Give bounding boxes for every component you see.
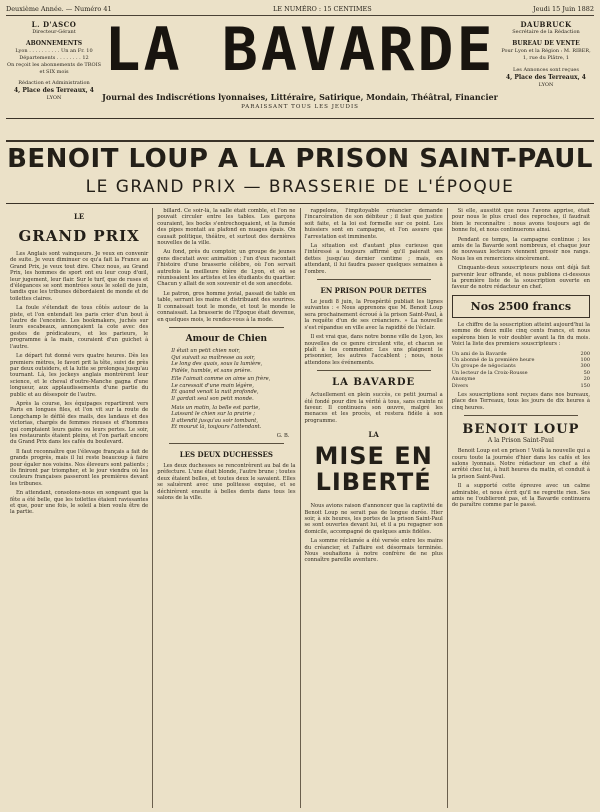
director-name: L. D'ASCO (31, 20, 77, 29)
sales-label: BUREAU DE VENTE (512, 40, 580, 48)
grand-prix-title: GRAND PRIX (18, 227, 140, 245)
subscription-title: Nos 2500 francs (470, 299, 572, 313)
article-text: Actuellement en plein succès, ce petit journal a été fondé pour dire la vérité à tous, sans crainte ni faveur. Il continuera son œuvre, malgré les menaces et les procès, et restera fidèle à son programme. (304, 392, 443, 424)
header-rule (6, 118, 594, 119)
frequency-note: PARAISSANT TOUS LES JEUDIS (241, 104, 359, 110)
article-text: Il est vrai que, dans notre bonne ville de Lyon, les nouvelles de ce genre circulent vite, et chacun se plaît à les commenter. Les uns plaignent le prisonnier, les autres l'accablent ; nous, nous attendons les événements. (304, 334, 443, 366)
bavarde-section-title: LA BAVARDE (332, 377, 416, 389)
sales-box (498, 20, 594, 114)
article-text: La situation est d'autant plus curieuse que l'intéressé a toujours affirmé qu'il paierait ses dettes jusqu'au dernier centime ; mais, en attendant, il lui faudra passer quelques semaines à l'ombre. (304, 243, 443, 275)
article-text: Les deux duchesses se rencontrèrent au bal de la préfecture. L'une était blonde, l'autre brune ; toutes deux étaient belles, et toutes deux le savaient. Elles se saluèrent avec une politesse exquise, et se déchirèrent ensuite à belles dents dans tous les salons de la ville. (157, 463, 296, 502)
article-text: Pendant ce temps, la campagne continue ; les amis de la Bavarde sont nombreux, et chaque jour de nouveaux lecteurs viennent grossir nos rangs. Nous les en remercions sincèrement. (451, 236, 590, 262)
subscription-line: On reçoit les abonnements de TROIS et SIX mois (6, 61, 101, 75)
article-text: Le chiffre de la souscription atteint aujourd'hui la somme de deux mille cinq cents francs, et nous espérons bien le voir doubler avant la fin du mois. Voici la liste des premiers souscripteurs : (451, 321, 590, 348)
edition-number: Deuxième Année. — Numéro 41 (6, 5, 112, 13)
section-divider (317, 370, 431, 371)
subscriber-row: Divers 150 (451, 382, 590, 389)
article-text: Cinquante-deux souscripteurs nous ont déjà fait parvenir leur offrande, et nous publions ci-dessous la première liste de la souscription ouverte en faveur de notre rédacteur en chef. (451, 265, 590, 291)
subscription-line: Lyon . . . . . . . . . . Un an Fr. 10 (15, 48, 93, 55)
sales-line: 1, rue du Plâtre, 1 (522, 55, 570, 62)
publisher-box (6, 20, 102, 114)
article-text: Si elle, aussitôt que nous l'avons apprise, était pour nous le plus cruel des reproches, il faudrait bien le reconnaître : nous avons toujours agi de bonne foi, et nous continuerons ainsi. (451, 208, 590, 234)
article-text: Au fond, près du comptoir, un groupe de jeunes gens discutait avec animation ; l'un d'eux racontait l'histoire d'une brasserie célèbre, où l'on servait autrefois la meilleure bière de Lyon, et où se réunissaient les artistes et les étudiants du quartier. Chacun y allait de son souvenir et de son anecdote. (157, 249, 296, 288)
tagline: Journal des Indiscrétions lyonnaises, Littéraire, Satirique, Mondain, Théâtral, Financier (102, 92, 498, 102)
masthead (104, 12, 496, 92)
poem-signature: G. B. (276, 433, 290, 440)
poem-verse: Elle l'aimait comme on aime un frère, Le caressait d'une main légère, Et quand venait la nuit profonde, Il gardait seul son petit monde. (171, 376, 271, 403)
article-text: Nous avions raison d'annoncer que la captivité de Benoit Loup ne serait pas de longue durée. Hier soir, à six heures, les portes de la prison Saint-Paul se sont ouvertes devant lui, et il a pu regagner son domicile, accompagné de quelques amis fidèles. (304, 503, 443, 535)
deux-duchesses-title: LES DEUX DUCHESSES (179, 450, 273, 460)
poem-verse: Il était un petit chien noir, Qui suivait sa maîtresse au soir, Le long des quais, sous la lumière, Fidèle, humble, et sans prière. (171, 347, 263, 374)
section-divider (169, 327, 283, 328)
subscriber-row: Un groupe de négociants 300 (451, 363, 590, 370)
article-text: billard. Ce soir-là, la salle était comble, et l'on ne pouvait circuler entre les tables. Les garçons couraient, les bocks s'entrechoquaient, et la fumée des pipes montait au plafond en nuages épais. On causait politique, théâtre, et surtout des dernières nouvelles de la ville. (157, 208, 296, 247)
article-text: Les souscriptions sont reçues dans nos bureaux, place des Terreaux, tous les jours de dix heures à cinq heures. (451, 391, 590, 411)
main-headline: BENOIT LOUP A LA PRISON SAINT-PAUL (7, 144, 593, 174)
column-3 (301, 208, 448, 808)
subscription-box (452, 295, 590, 318)
ads-address: 4, Place des Terreaux, 4 (506, 73, 586, 81)
article-columns (6, 208, 594, 808)
secretary-name: DAUBRUCK (520, 20, 572, 29)
prison-title: EN PRISON POUR DETTES (320, 286, 427, 296)
amour-de-chien-title: Amour de Chien (185, 333, 268, 344)
issue-price: LE NUMÉRO : 15 CENTIMES (272, 5, 372, 13)
article-text: Il faut reconnaître que l'élevage français a fait de grands progrès, mais il lui reste beaucoup à faire pour égaler nos voisins. Nos éleveurs sont patients ; ils finiront par triompher, et le jour viendra où les couleurs françaises passeront les premières devant les tribunes. (10, 448, 149, 487)
article-text: Le jeudi 8 juin, la Prospérité publiait les lignes suivantes : « Nous apprenons que M. Benoit Loup sera prochainement écroué à la prison Saint-Paul, à la requête d'un de ses créanciers. » La nouvelle s'est répandue en ville avec la rapidité de l'éclair. (304, 299, 443, 331)
article-text: Il a supporté cette épreuve avec un calme admirable, et nous écrit qu'il ne regrette rien. Ses amis ne l'oublieront pas, et la Bavarde continuera de paraître comme par le passé. (451, 483, 590, 509)
column-1 (6, 208, 153, 808)
article-text: Benoit Loup est en prison ! Voilà la nouvelle qui a couru toute la journée d'hier dans les cafés et les salons lyonnais. Notre rédacteur en chef a été arrêté chez lui, à huit heures du matin, et conduit à la prison Saint-Paul. (451, 448, 590, 480)
issue-date: Jeudi 15 Juin 1882 (533, 5, 594, 13)
secretary-role: Secrétaire de la Rédaction (512, 29, 580, 36)
article-text: Le départ fut donné vers quatre heures. Dès les premiers mètres, le favori prit la tête, suivi de près par deux outsiders, et la lutte se prolongea jusqu'au tournant. Là, les jockeys anglais montrèrent leur science, et le cheval d'outre-Manche gagna d'une longueur, aux applaudissements d'une partie du public et au désespoir de l'autre. (10, 353, 149, 398)
subscriber-row: Un ami de la Bavarde 200 (451, 350, 590, 357)
ads-label: Les Annonces sont reçues (513, 66, 579, 73)
mise-en-liberte-title: MISE EN LIBERTÉ (314, 442, 433, 497)
columns-rule (6, 203, 594, 204)
subscription-line: Départements . . . . . . . . 12 (19, 55, 89, 62)
article-text: En attendant, consolons-nous en songeant que la fête a été belle, que les toilettes étaient ravissantes et que, pour une fois, le soleil a bien voulu être de la partie. (10, 490, 149, 516)
column-2 (153, 208, 300, 808)
section-divider (464, 415, 578, 416)
benoit-loup-title: BENOIT LOUP (462, 422, 580, 438)
header-rule-thick (6, 140, 594, 142)
ads-city: LYON (538, 81, 554, 88)
subscriptions-label: ABONNEMENTS (25, 40, 83, 48)
article-text: La foule s'étendait de tous côtés autour de la piste, et l'on entendait les paris crier d'un bout à l'autre de l'enceinte. Les bookmakers, juchés sur leurs escabeaux, annonçaient la cote avec des gestes de prédicateurs, et les parieurs, le programme à la main, couraient d'un guichet à l'autre. (10, 305, 149, 350)
benoit-loup-subtitle: A la Prison Saint-Paul (487, 437, 554, 445)
article-text: Le patron, gros homme jovial, passait de table en table, serrant les mains et distribuant des sourires. Il connaissait tout le monde, et tout le monde le connaissait. La brasserie de l'Époque était devenue, en quelques mois, le rendez-vous à la mode. (157, 290, 296, 323)
mise-title-small: LA (368, 430, 379, 440)
column-4 (448, 208, 594, 808)
article-text: Après la course, les équipages repartirent vers Paris en longues files, et l'on vit sur la route de Longchamp le défilé des mails, des landaus et des victorias, chargés de femmes rieuses et d'hommes qui comptaient leurs gains ou leurs pertes. Le soir, les restaurants étaient pleins, et l'on parlait encore du Grand Prix dans les cafés du boulevard. (10, 400, 149, 446)
article-text: rappelons, l'impitoyable créancier demande l'incarcération de son débiteur ; il faut que justice soit faite, et la loi est formelle sur ce point. Les huissiers sont en campagne, et l'on assure que l'arrestation est imminente. (304, 208, 443, 240)
office-address: 4, Place des Terreaux, 4 (14, 87, 94, 95)
article-text: Les Anglais sont vainqueurs. Je veux en convenir de suite. Je veux diminuer ce qu'a fait la France au Grand Prix, je veux tout dire. Chez nous, au Grand Prix, les hommes de sport ont eu leur coup d'œil, leur jugement, leur flair. Sur le turf, que de ruses et d'élégances se sont montrées sous le soleil de juin, tandis que les tribunes débordaient de monde et de toilettes claires. (10, 251, 149, 302)
section-divider (317, 279, 431, 280)
director-role: Directeur-Gérant (32, 29, 76, 36)
article-title-small: LE (73, 212, 85, 221)
poem-verse: Mais un matin, la belle est partie, Laissant le chien sur la prairie ; Il attendit jusqu'au soir tombant, Et mourut là, toujours l'attendant. (171, 404, 262, 431)
sub-headline: LE GRAND PRIX — BRASSERIE DE L'ÉPOQUE (85, 177, 515, 197)
section-divider (169, 443, 283, 444)
newspaper-title: LA BAVARDE (104, 15, 496, 85)
office-city: LYON (46, 95, 62, 102)
subscriber-row: Un lecteur de la Croix-Rousse 50 (451, 369, 590, 376)
article-text: La somme réclamée a été versée entre les mains du créancier, et l'affaire est désormais terminée. Nous souhaitons à notre confrère de ne plus connaître pareille aventure. (304, 538, 443, 564)
sales-line: Pour Lyon et la Région : M. RIBER, (501, 48, 591, 55)
subscriber-row: Un abonné de la première heure 100 (451, 356, 590, 363)
subscriber-row: Anonyme 20 (451, 376, 590, 383)
office-label: Rédaction et Administration (18, 80, 90, 87)
